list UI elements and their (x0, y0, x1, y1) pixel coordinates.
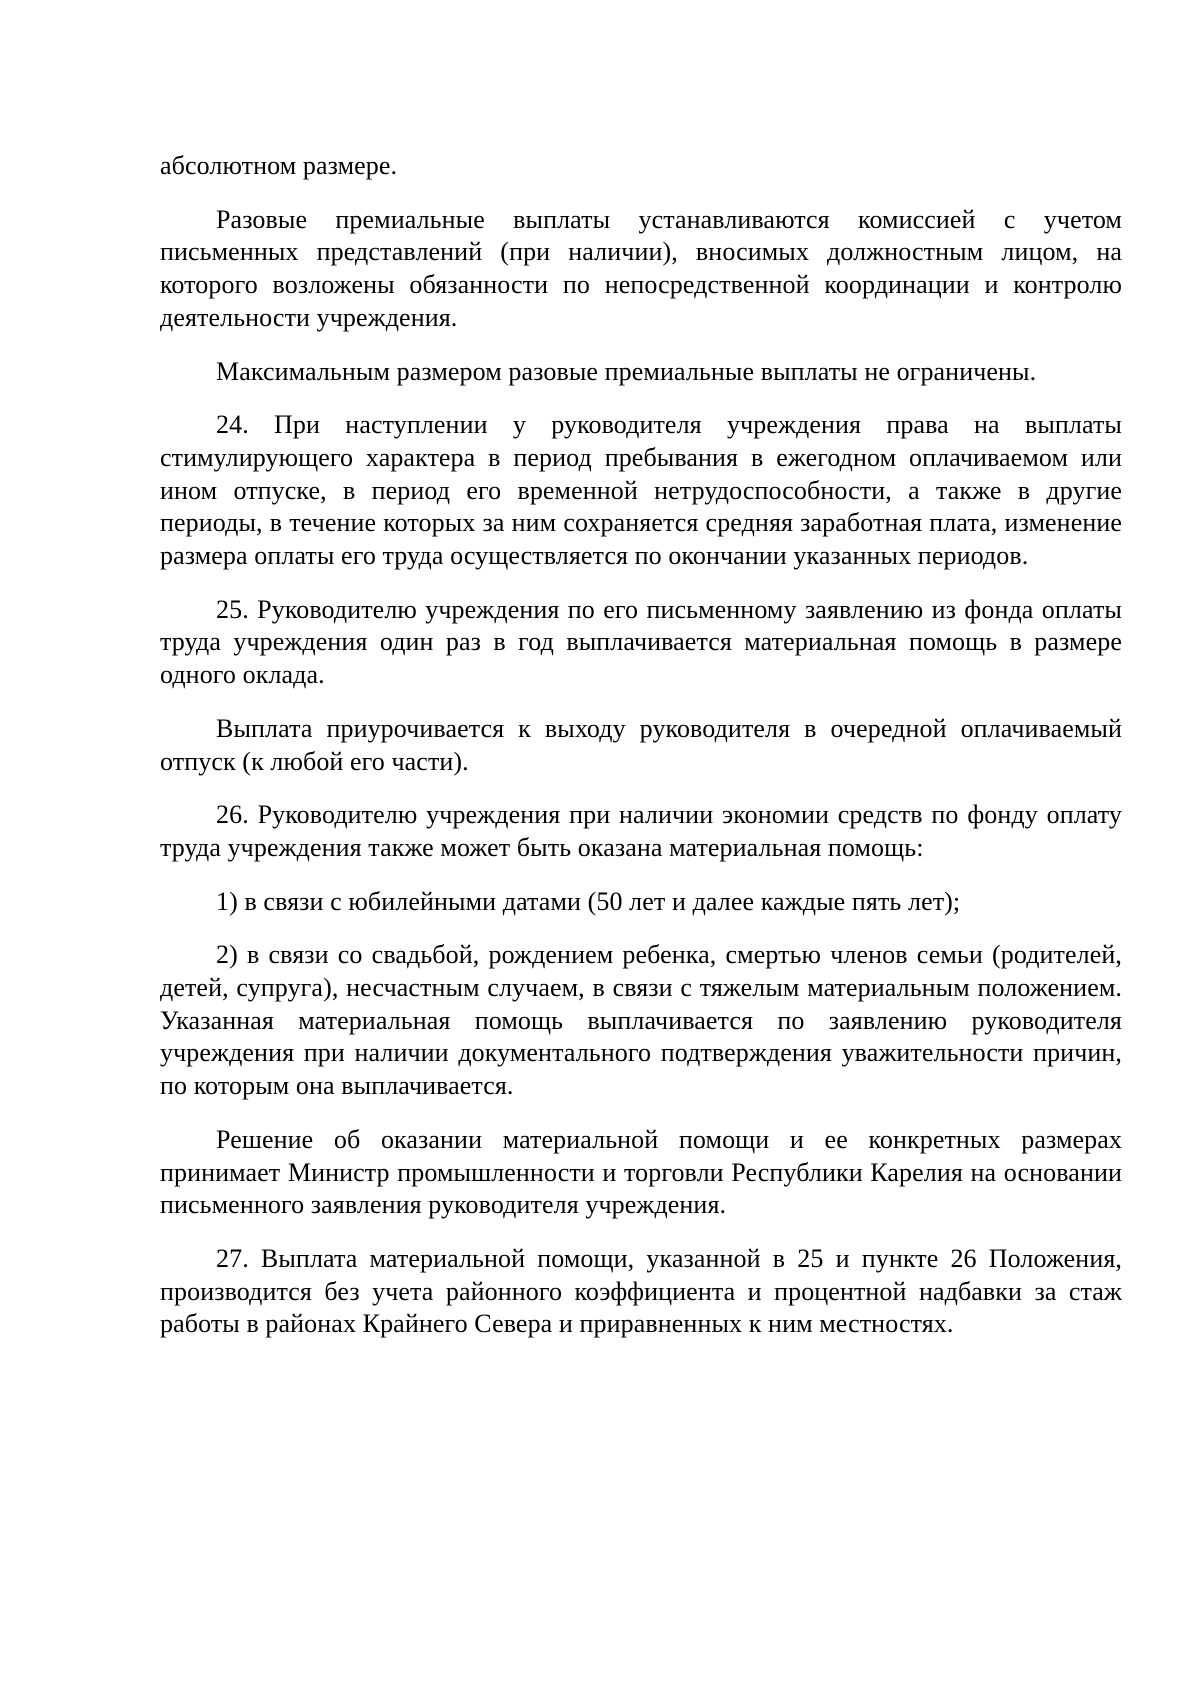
paragraph-one-time-bonus: Разовые премиальные выплаты устанавливаются комиссией с учетом письменных представлений (при наличии), вносимых должностным лицом, на которого возложены обязанности по непосредственной координации и контролю деятельности учреждения. (160, 204, 1122, 332)
paragraph-payment-timing: Выплата приурочивается к выходу руководителя в очередной оплачиваемый отпуск (к любой его части). (160, 713, 1122, 776)
paragraph-bonus-limit: Максимальным размером разовые премиальные выплаты не ограничены. (216, 356, 1037, 386)
document-page (160, 150, 1122, 1362)
paragraph-subitem-1: 1) в связи с юбилейными датами (50 лет и далее каждые пять лет); (216, 886, 961, 916)
paragraph-item-24: 24. При наступлении у руководителя учреждения права на выплаты стимулирующего характера в период пребывания в ежегодном оплачиваемом или ином отпуске, в период его временной нетрудоспособности, а также в другие периоды, в течение которых за ним сохраняется средняя заработная плата, изменение размера оплаты его труда осуществляется по окончании указанных периодов. (160, 410, 1122, 571)
paragraph-subitem-2: 2) в связи со свадьбой, рождением ребенка, смертью членов семьи (родителей, детей, супруга), несчастным случаем, в связи с тяжелым материальным положением. Указанная материальная помощь выплачивается по заявлению руководителя учреждения при наличии документального подтверждения уважительности причин, по которым она выплачивается. (160, 940, 1122, 1101)
paragraph-item-27: 27. Выплата материальной помощи, указанной в 25 и пункте 26 Положения, производится без учета районного коэффициента и процентной надбавки за стаж работы в районах Крайнего Севера и приравненных к ним местностях. (160, 1243, 1122, 1339)
paragraph-item-25: 25. Руководителю учреждения по его письменному заявлению из фонда оплаты труда учреждения один раз в год выплачивается материальная помощь в размере одного оклада. (160, 594, 1122, 690)
paragraph-item-26: 26. Руководителю учреждения при наличии экономии средств по фонду оплату труда учреждения также может быть оказана материальная помощь: (160, 800, 1122, 862)
paragraph-decision: Решение об оказании материальной помощи и ее конкретных размерах принимает Министр промышленности и торговли Республики Карелия на основании письменного заявления руководителя учреждения. (160, 1124, 1122, 1220)
paragraph-continuation: абсолютном размере. (160, 151, 398, 180)
